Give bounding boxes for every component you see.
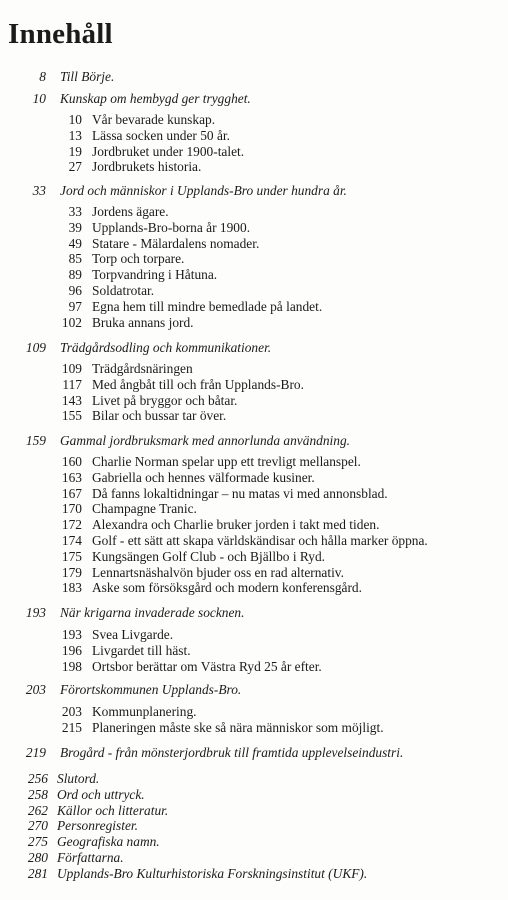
entry-title: Författarna. xyxy=(57,850,124,865)
page-number: 174 xyxy=(61,533,82,548)
entry-title: Trädgårdsnäringen xyxy=(92,361,193,376)
page-number: 258 xyxy=(27,786,48,802)
entry-title: Jordens ägare. xyxy=(92,204,169,219)
page-number: 85 xyxy=(68,251,82,267)
page-number: 170 xyxy=(61,501,82,517)
entry-title: Kunskap om hembygd ger trygghet. xyxy=(60,91,251,106)
page-number: 193 xyxy=(61,627,82,642)
page-number: 49 xyxy=(68,235,82,251)
page-number: 163 xyxy=(61,469,82,485)
entry-title: Till Börje. xyxy=(60,69,115,84)
entry-title: Upplands-Bro Kulturhistoriska Forskningsinstitut (UKF). xyxy=(57,865,368,881)
page-number: 280 xyxy=(27,850,48,865)
entry-title: Svea Livgarde. xyxy=(92,627,174,642)
page-number: 109 xyxy=(61,361,82,376)
entry-title: Lennartsnäshalvön bjuder oss en rad alternativ. xyxy=(92,564,344,580)
page-number: 281 xyxy=(27,865,48,881)
entry-title: Kungsängen Golf Club - och Bjällbo i Ryd. xyxy=(92,548,326,564)
page-number: 27 xyxy=(68,159,82,175)
page-number: 33 xyxy=(68,204,82,219)
page-number: 203 xyxy=(25,682,46,697)
page-number: 183 xyxy=(61,580,82,596)
page-number: 102 xyxy=(61,314,82,330)
entry-title: Alexandra och Charlie bruker jorden i takt med tiden. xyxy=(92,517,380,533)
entry-title: Livgardet till häst. xyxy=(92,642,191,658)
entry-title: Trädgårdsodling och kommunikationer. xyxy=(60,340,272,355)
entry-title: Personregister. xyxy=(57,818,138,834)
page-number: 275 xyxy=(27,834,48,850)
entry-title: Kommunplanering. xyxy=(92,704,197,719)
entry-title: Charlie Norman spelar upp ett trevligt mellanspel. xyxy=(92,454,361,469)
entry-title: Golf - ett sätt att skapa världskändisar och hålla marker öppna. xyxy=(92,533,428,548)
entry-title: Jordbrukets historia. xyxy=(92,159,202,175)
page-number: 143 xyxy=(61,392,82,408)
page-number: 96 xyxy=(68,283,82,298)
page-number: 19 xyxy=(68,143,82,159)
entry-title: Planeringen måste ske så nära människor som möjligt. xyxy=(92,719,384,735)
page-number: 256 xyxy=(27,771,48,786)
entry-title: Slutord. xyxy=(57,771,100,786)
entry-title: Brogård - från mönsterjordbruk till framtida upplevelseindustri. xyxy=(60,745,404,760)
entry-title: Soldatrotar. xyxy=(92,283,155,298)
page-number: 196 xyxy=(61,642,82,658)
entry-title: Förortskommunen Upplands-Bro. xyxy=(60,682,242,697)
entry-title: Källor och litteratur. xyxy=(57,802,169,818)
page-number: 219 xyxy=(25,745,46,760)
entry-title: Torpvandring i Håtuna. xyxy=(92,267,218,283)
entry-title: Geografiska namn. xyxy=(57,834,160,850)
page-number: 10 xyxy=(68,112,82,127)
page-title: Innehåll xyxy=(8,18,113,50)
page-number: 262 xyxy=(27,802,48,818)
page-number: 160 xyxy=(61,454,82,469)
page-number: 203 xyxy=(61,704,82,719)
page-number: 39 xyxy=(68,219,82,235)
page-number: 109 xyxy=(25,340,46,355)
entry-title: Egna hem till mindre bemedlade på landet. xyxy=(92,298,323,314)
page-number: 10 xyxy=(32,91,46,106)
entry-title: Då fanns lokaltidningar – nu matas vi med annonsblad. xyxy=(92,485,388,501)
entry-title: Bilar och bussar tar över. xyxy=(92,408,227,424)
entry-title: Statare - Mälardalens nomader. xyxy=(92,235,260,251)
entry-title: Torp och torpare. xyxy=(92,251,185,267)
entry-title: Med ångbåt till och från Upplands-Bro. xyxy=(92,376,304,392)
page-number: 97 xyxy=(68,298,82,314)
page-number: 270 xyxy=(27,818,48,834)
entry-title: Bruka annans jord. xyxy=(92,314,194,330)
page-number: 89 xyxy=(68,267,82,283)
page-number: 179 xyxy=(61,564,82,580)
entry-title: När krigarna invaderade socknen. xyxy=(60,605,245,620)
entry-title: Vår bevarade kunskap. xyxy=(92,112,216,127)
entry-title: Jordbruket under 1900-talet. xyxy=(92,143,245,159)
page-number: 159 xyxy=(25,433,46,448)
entry-title: Ord och uttryck. xyxy=(57,786,145,802)
page-number: 155 xyxy=(61,408,82,424)
page-number: 8 xyxy=(39,69,46,84)
page-number: 172 xyxy=(61,517,82,533)
page-number: 167 xyxy=(61,485,82,501)
entry-title: Lässa socken under 50 år. xyxy=(92,127,230,143)
entry-title: Ortsbor berättar om Västra Ryd 25 år efter. xyxy=(92,658,322,674)
entry-title: Gabriella och hennes välformade kusiner. xyxy=(92,469,315,485)
entry-title: Livet på bryggor och båtar. xyxy=(92,392,238,408)
page-number: 175 xyxy=(61,548,82,564)
entry-title: Gammal jordbruksmark med annorlunda användning. xyxy=(60,433,350,448)
entry-title: Aske som försöksgård och modern konferensgård. xyxy=(92,580,362,596)
page-number: 33 xyxy=(32,183,46,198)
page-number: 215 xyxy=(61,719,82,735)
entry-title: Jord och människor i Upplands-Bro under hundra år. xyxy=(60,183,347,198)
page-number: 193 xyxy=(25,605,46,620)
page-number: 198 xyxy=(61,658,82,674)
entry-title: Champagne Tranic. xyxy=(92,501,197,517)
page-number: 117 xyxy=(62,376,82,392)
entry-title: Upplands-Bro-borna år 1900. xyxy=(92,219,251,235)
page-number: 13 xyxy=(68,127,82,143)
